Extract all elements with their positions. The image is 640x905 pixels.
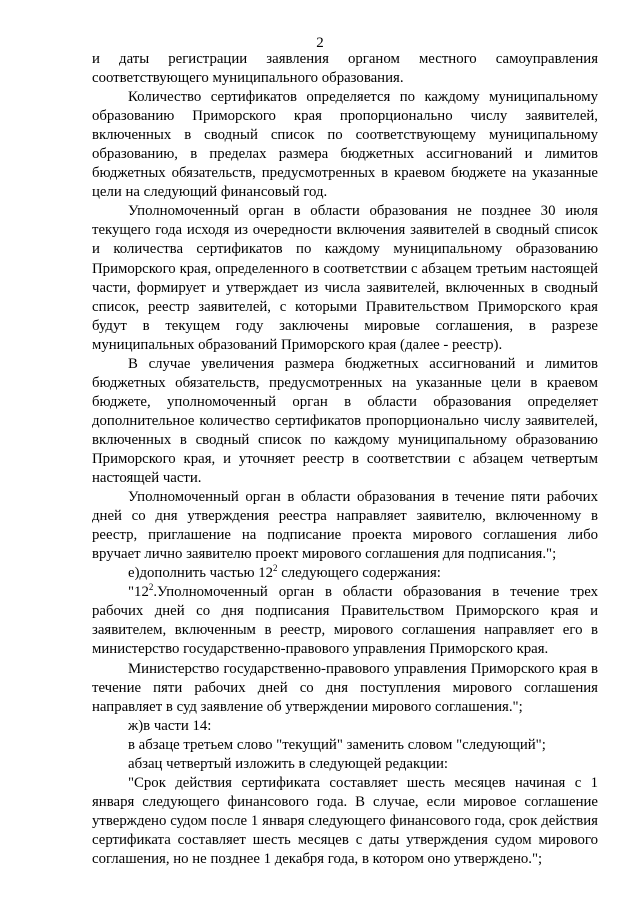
paragraph-fourth-abzac: абзац четвертый изложить в следующей редакции:	[128, 755, 449, 772]
paragraph-amendment-e	[92, 564, 598, 583]
amendment-e-text-end: следующего содержания:	[277, 565, 441, 582]
paragraph-registry-formation: Уполномоченный орган в области образования не позднее 30 июля текущего года исходя из очередности включения заявителей в сводный список и количества сертификатов по каждому муниципальному образованию Приморского края, определенного в соответствии с абзацем третьим настоящей части, формирует и утверждает из числа заявителей, включенных в сводный список, реестр заявителей, с которыми Правительством Приморского края будут в текущем году заключены мировые соглашения, в разрезе муниципальных образований Приморского края (далее - реестр).	[92, 203, 598, 353]
paragraph-word-replacement: в абзаце третьем слово "текущий" заменить словом "следующий";	[128, 736, 546, 753]
paragraph-invitation: Уполномоченный орган в области образования в течение пяти рабочих дней со дня утверждения реестра направляет заявителю, включенному в реестр, приглашение на подписание проекта мирового соглашения либо вручает лично заявителю проект мирового соглашения для подписания.";	[92, 489, 598, 563]
paragraph-amendment-zh: ж)в части 14:	[128, 717, 212, 734]
paragraph-ministry: Министерство государственно-правового управления Приморского края в течение пяти рабочих дней со дня поступления мирового соглашения направляет в суд заявление об утверждении мирового соглашения.";	[92, 660, 598, 715]
amendment-e-superscript: 2	[273, 563, 278, 574]
paragraph-budget-increase: В случае увеличения размера бюджетных ассигнований и лимитов бюджетных обязательств, предусмотренных на указанные цели в краевом бюджете, уполномоченный орган в области образования определяет дополнительное количество сертификатов пропорционально числу заявителей, включенных в сводный список по каждому муниципальному образованию Приморского края, и уточняет реестр в соответствии с абзацем четвертым настоящей части.	[92, 355, 598, 487]
amendment-e-text: е)дополнить частью 12	[128, 565, 274, 582]
paragraph-certificate-count: Количество сертификатов определяется по каждому муниципальному образованию Приморского края пропорционально числу заявителей, включенных в сводный список по соответствующему муниципальному образованию, в пределах размера бюджетных ассигнований и лимитов бюджетных обязательств, предусмотренных в краевом бюджете на указанные цели на следующий финансовый год.	[92, 89, 598, 201]
part-12-2-text: .Уполномоченный орган в области образования в течение трех рабочих дней со дня подписания Правительством Приморского края и заявителем, включенным в реестр, мирового соглашения направляет его в министерство государственно-правового управления Приморского края.	[92, 584, 598, 658]
document-body	[92, 50, 598, 869]
paragraph-continuation: и даты регистрации заявления органом местного самоуправления соответствующего муниципального образования.	[92, 51, 598, 87]
page-number: 2	[316, 35, 324, 51]
paragraph-certificate-term: "Срок действия сертификата составляет шесть месяцев начиная с 1 января следующего финансового года. В случае, если мировое соглашение утверждено судом после 1 января следующего финансового года, срок действия сертификата составляет шесть месяцев с даты утверждения судом мирового соглашения, но не позднее 1 декабря года, в котором оно утверждено.";	[92, 774, 598, 867]
part-12-2-number: "12	[128, 584, 149, 601]
part-12-2-superscript: 2	[148, 582, 154, 593]
paragraph-part-12-2	[92, 583, 598, 659]
